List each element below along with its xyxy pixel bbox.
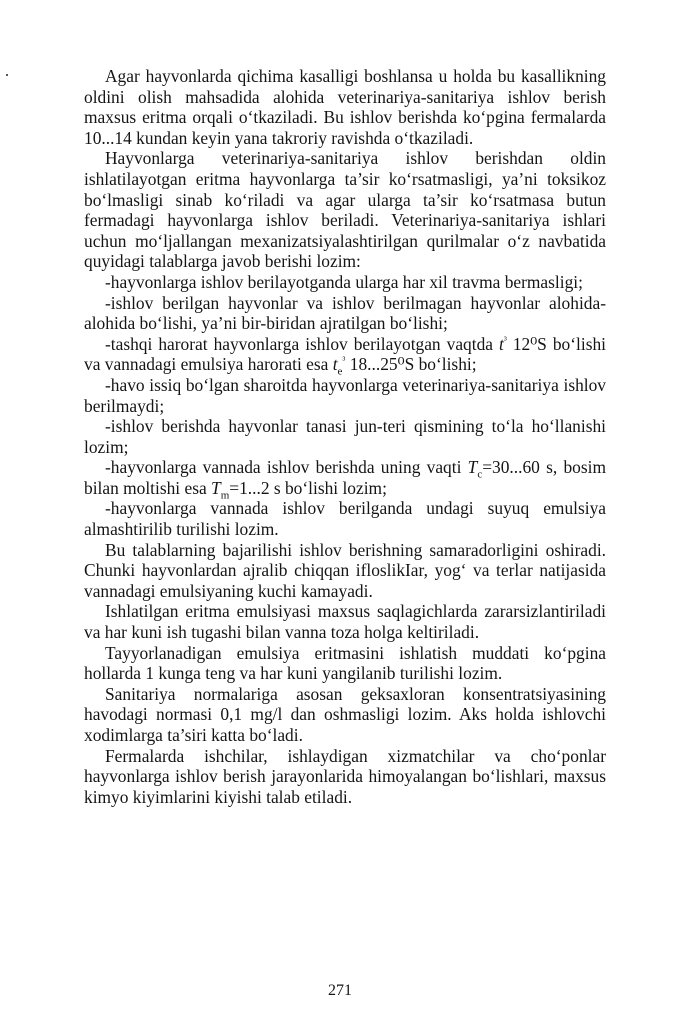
tm-subscript: m bbox=[220, 489, 230, 502]
paragraph: Agar hayvonlarda qichima kasalligi boshlansa u holda bu kasallikning oldini olish mahsadida alohida veterinariya-sanitariya ishlov berish maxsus eritma orqali o‘tkaziladi. Bu ishlov berishda ko‘pgina fermalarda 10...14 kundan keyin yana takroriy ravishda o‘tkaziladi. bbox=[84, 66, 606, 148]
tc-symbol: T bbox=[467, 457, 478, 478]
paragraph: -ishlov berilgan hayvonlar va ishlov berilmagan hayvonlar alohida-alohida bo‘lishi, ya’ni bir-biridan ajratilgan bo‘lishi; bbox=[84, 292, 606, 334]
tm-symbol: T bbox=[211, 477, 221, 498]
paragraph: Bu talablarning bajarilishi ishlov berishning samaradorligini oshiradi. Chunki hayvonlardan ajralib chiqqan ifloslikIar, yog‘ va terlar natijasida vannadagi emulsiyaning kuchi kamayadi. bbox=[84, 539, 606, 601]
paragraph: -hayvonlarga vannada ishlov berilganda undagi suyuq emulsiya almashtirilib turilishi lozim. bbox=[84, 498, 606, 540]
page-number: 271 bbox=[328, 982, 352, 999]
paragraph: -havo issiq bo‘lgan sharoitda hayvonlarga veterinariya-sanitariya ishlov berilmaydi; bbox=[84, 374, 606, 416]
paragraph: Hayvonlarga veterinariya-sanitariya ishlov berishdan oldin ishlatilayotgan eritma hayvonlarga ta’sir ko‘rsatmasligi, ya’ni toksikoz bo‘lmasligi sinab ko‘riladi va agar ularga ta’sir ko‘rsatmasa butun fermadagi hayvonlarga ishlov beriladi. Veterinariya-sanitariya ishlari uchun mo‘ljallangan mexanizatsiyalashtirilgan qurilmalar o‘z navbatida quyidagi talablarga javob berishi lozim: bbox=[84, 148, 606, 272]
te-symbol: t bbox=[332, 354, 338, 375]
paragraph: -ishlov berishda hayvonlar tanasi jun-teri qismining to‘la ho‘llanishi lozim; bbox=[84, 416, 606, 457]
ge-symbol: ³ bbox=[342, 355, 346, 367]
paragraph: Tayyorlanadigan emulsiya eritmasini ishlatish muddati ko‘pgina hollarda 1 kunga teng va har kuni yangilanib turilishi lozim. bbox=[84, 642, 606, 684]
temperature-paragraph bbox=[84, 333, 606, 378]
tc-subscript: c bbox=[477, 468, 483, 481]
text-run: -hayvonlarga vannada ishlov berishda uning vaqti bbox=[105, 457, 468, 478]
page-body bbox=[84, 66, 606, 807]
text-run: =1...2 s bo‘lishi lozim; bbox=[229, 477, 387, 498]
paragraph: Fermalarda ishchilar, ishlaydigan xizmatchilar va cho‘ponlar hayvonlarga ishlov berish jarayonlarida himoyalangan bo‘lishlari, maxsus kimyo kiyimlarini kiyishi talab etiladi. bbox=[84, 745, 606, 807]
t-symbol: t bbox=[498, 333, 504, 354]
ge-symbol: ³ bbox=[503, 334, 507, 346]
paragraph: Ishlatilgan eritma emulsiyasi maxsus saqlagichlarda zararsizlantiriladi va har kuni ish tugashi bilan vanna toza holga keltiriladi. bbox=[84, 601, 606, 643]
te-subscript: e bbox=[337, 365, 343, 378]
paragraph: -hayvonlarga ishlov berilayotganda ularga har xil travma bermasligi; bbox=[105, 271, 583, 292]
text-run: 18...25⁰S bo‘lishi; bbox=[345, 354, 477, 375]
scan-speck bbox=[6, 74, 8, 76]
text-run: 12⁰S bo‘lishi va vannadagi emulsiya harorati esa bbox=[84, 333, 606, 375]
text-run: =30...60 s, bosim bilan moltishi esa bbox=[84, 457, 606, 498]
text-run: -tashqi harorat hayvonlarga ishlov berilayotgan vaqtda bbox=[105, 333, 499, 354]
time-paragraph bbox=[84, 457, 606, 502]
paragraph: Sanitariya normalariga asosan geksaxloran konsentratsiyasining havodagi normasi 0,1 mg/l dan oshmasligi lozim. Aks holda ishlovchi xodimlarga ta’siri katta bo‘ladi. bbox=[84, 683, 606, 745]
